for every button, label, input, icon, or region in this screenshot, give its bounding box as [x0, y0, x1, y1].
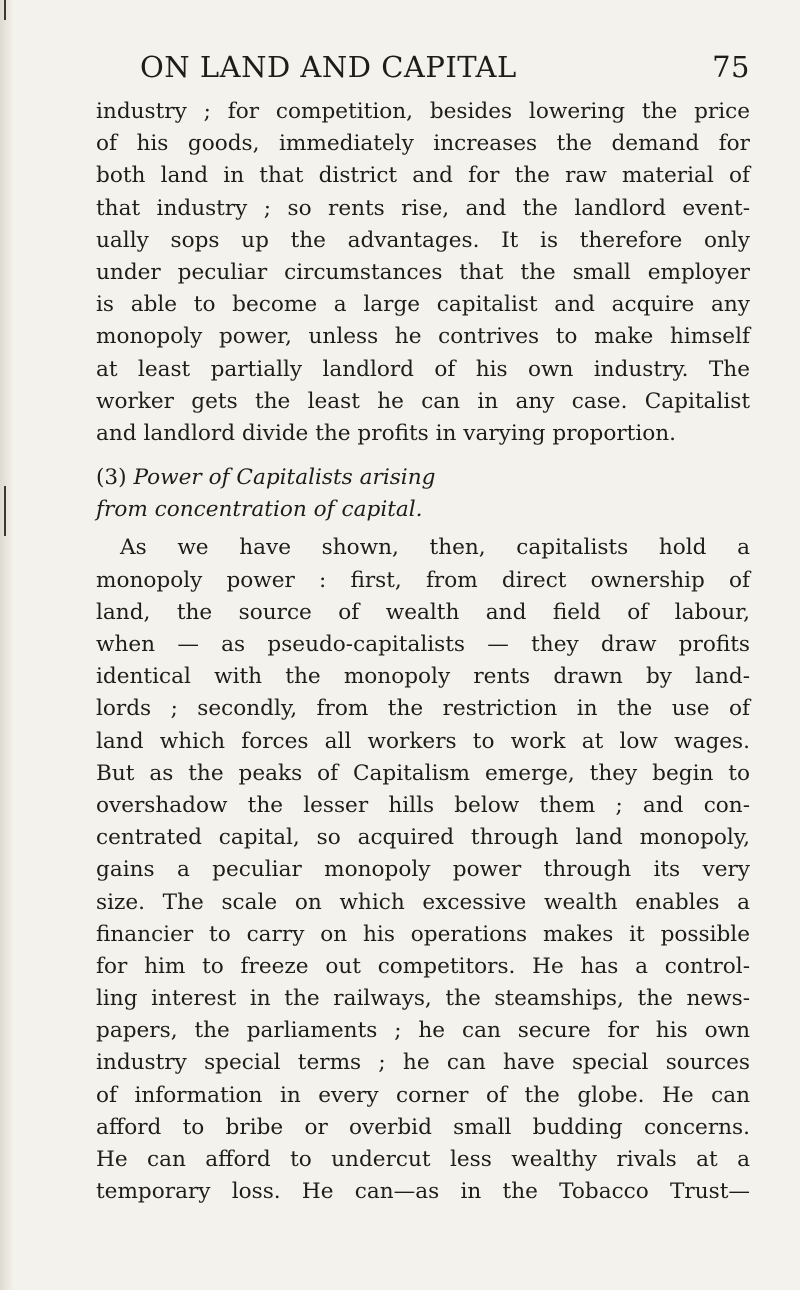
text-line: papers, the parliaments ; he can secure for his own [96, 1018, 750, 1044]
text-line: size. The scale on which excessive wealth enables a [96, 889, 750, 915]
section-title-part-2: from concentration of capital. [96, 497, 423, 523]
text-line: monopoly power : first, from direct ownership of [96, 567, 750, 593]
paragraph-1 [96, 96, 750, 450]
body-text [96, 96, 750, 1208]
text-line: of his goods, immediately increases the demand for [96, 131, 750, 157]
text-line: when — as pseudo-capitalists — they draw profits [96, 632, 750, 657]
running-head [96, 50, 750, 94]
text-line: He can afford to undercut less wealthy rivals at a [96, 1147, 750, 1172]
paragraph-2 [96, 532, 750, 1208]
text-line: centrated capital, so acquired through land monopoly, [96, 825, 750, 851]
text-line: at least partially landlord of his own industry. The [96, 356, 750, 382]
text-line: identical with the monopoly rents drawn by land- [96, 664, 750, 690]
text-line: But as the peaks of Capitalism emerge, they begin to [96, 760, 750, 786]
text-line: worker gets the least he can in any case. Capitalist [96, 388, 750, 414]
section-heading [96, 462, 750, 526]
margin-mark [4, 486, 6, 536]
section-number: (3) [96, 465, 127, 491]
text-line: land which forces all workers to work at low wages. [96, 728, 750, 754]
text-line: monopoly power, unless he contrives to make himself [96, 324, 750, 350]
text-line: of information in every corner of the globe. He can [96, 1082, 750, 1108]
page-edge-shadow [0, 0, 14, 1290]
text-line: temporary loss. He can—as in the Tobacco Trust— [96, 1179, 750, 1205]
text-line: that industry ; so rents rise, and the landlord event- [96, 195, 750, 221]
text-line: lords ; secondly, from the restriction in the use of [96, 696, 750, 722]
running-head-title: ON LAND AND CAPITAL [140, 50, 517, 84]
section-heading-line-1 [96, 462, 750, 494]
text-line: and landlord divide the profits in varying proportion. [96, 420, 677, 446]
text-line: under peculiar circumstances that the small employer [96, 259, 750, 285]
text-line: financier to carry on his operations makes it possible [96, 921, 750, 947]
text-line: is able to become a large capitalist and acquire any [96, 292, 750, 318]
text-line: land, the source of wealth and field of labour, [96, 599, 750, 625]
text-line: industry ; for competition, besides lowering the price [96, 99, 750, 124]
text-line: ually sops up the advantages. It is therefore only [96, 227, 750, 253]
text-line: afford to bribe or overbid small budding concerns. [96, 1114, 750, 1140]
text-line: As we have shown, then, capitalists hold a [120, 535, 750, 561]
margin-mark [4, 0, 6, 20]
section-title-part-1: Power of Capitalists arising [133, 465, 436, 491]
page-number: 75 [712, 50, 750, 84]
text-line: gains a peculiar monopoly power through its very [96, 857, 750, 883]
text-line: both land in that district and for the raw material of [96, 163, 750, 189]
text-line: ling interest in the railways, the steamships, the news- [96, 986, 750, 1012]
text-line: overshadow the lesser hills below them ; and con- [96, 792, 750, 818]
text-line: industry special terms ; he can have special sources [96, 1050, 750, 1076]
text-line: for him to freeze out competitors. He has a control- [96, 953, 750, 979]
